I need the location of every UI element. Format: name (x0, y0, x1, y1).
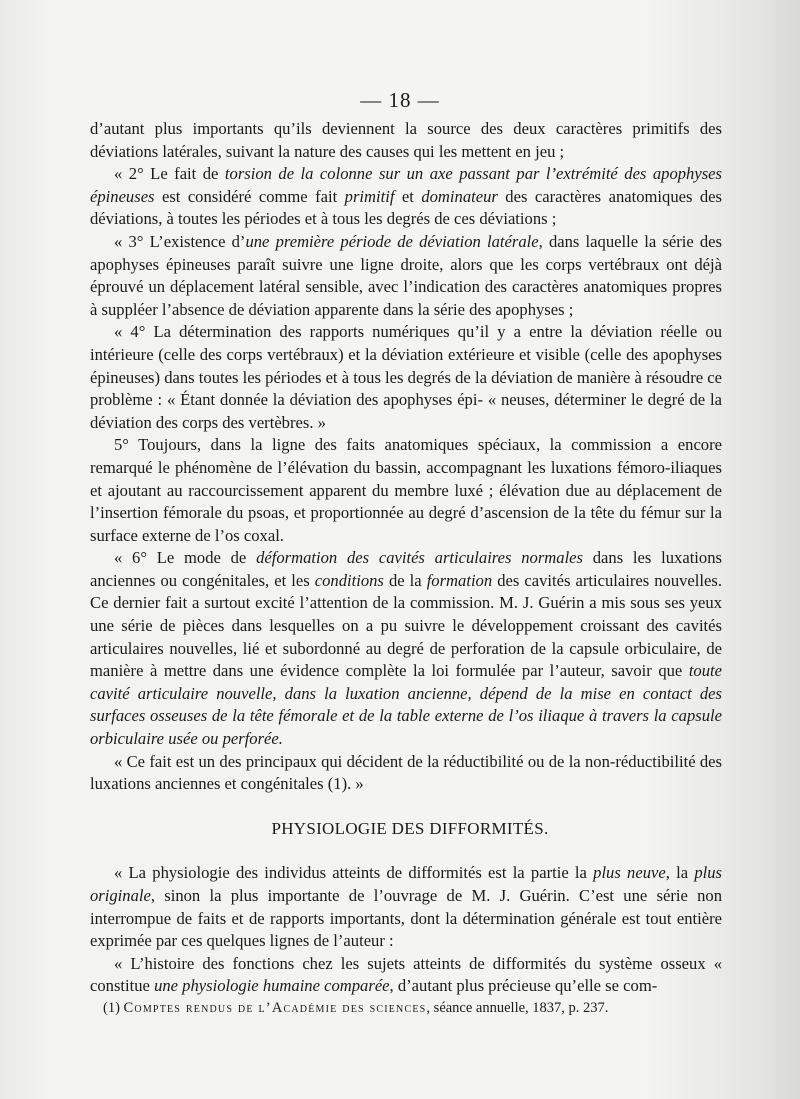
spacer (90, 796, 722, 818)
paragraph (90, 231, 722, 321)
text-run: des caractères anatomiques des déviations, à toutes les périodes et à tous les degrés de ces déviations ; (90, 186, 723, 229)
italic-text: plus originale (90, 863, 723, 905)
spacer (90, 840, 722, 862)
text-run: et (394, 186, 422, 206)
italic-text: plus neuve (593, 863, 666, 883)
paragraph (90, 862, 722, 952)
paragraph (90, 163, 722, 231)
italic-text: formation (426, 570, 493, 590)
footnote-source: Comptes rendus de l’Académie des sciences (123, 1000, 427, 1016)
italic-text: torsion de la colonne sur un axe passant par l’extrémité des apophyses épineuses (90, 164, 722, 206)
section-heading: PHYSIOLOGIE DES DIFFORMITÉS. (271, 818, 549, 838)
paragraph (90, 953, 722, 998)
paragraph: d’autant plus importants qu’ils deviennent la source des deux caractères primitifs des déviations latérales, suivant la nature des causes qui les mettent en jeu ; (90, 119, 722, 161)
paragraph: 5° Toujours, dans la ligne des faits anatomiques spéciaux, la commission a encore remarqué le phénomène de l’élévation du bassin, accompagnant les luxations fémoro-iliaques et ajoutant au raccourcissement apparent du membre luxé ; élévation due au déplacement de l’insertion fémorale du psoas, et proportionnée au degré d’ascension de la tête du fémur sur la surface externe de l’os coxal. (90, 435, 722, 545)
text-run: , sinon la plus importante de l’ouvrage de M. J. Guérin. C’est une série non interrompue de faits et de rapports importants, dont la détermination générale est tout entière exprimée par ces quelques lignes de l’auteur : (90, 886, 722, 951)
text-run: , la (665, 863, 695, 883)
paragraph: « 4° La détermination des rapports numériques qu’il y a entre la déviation réelle ou intérieure (celle des corps vertébraux) et la déviation extérieure et visible (celle des apophyses épineuses) dans toutes les périodes et à tous les degrés de la déviation de manière à résoudre ce problème : « Étant donnée la déviation des apophyses épi- « neuses, déterminer le degré de la déviation des corps des vertèbres. » (90, 322, 722, 432)
text-run: « L’histoire des fonctions chez les sujets atteints de difformités du système osseux « constitue (90, 953, 722, 996)
italic-text: toute cavité articulaire nouvelle, dans la luxation ancienne, dépend de la mise en contact des surfaces osseuses de la tête fémorale et de la table externe de l’os iliaque à travers la capsule orbiculaire usée ou perforée. (90, 661, 722, 749)
paragraph (90, 547, 722, 750)
text-run: « 2° Le fait de (114, 164, 225, 184)
italic-text: conditions (314, 570, 384, 590)
footnote (103, 998, 723, 1018)
footnote-marker: (1) (103, 1000, 124, 1016)
italic-text: une physiologie humaine comparée (154, 976, 390, 996)
text-run: dans les luxations anciennes ou congénitales, et les (90, 548, 722, 590)
text-run: « 6° Le mode de (114, 548, 257, 568)
footnote-text: , séance annuelle, 1837, p. 237. (426, 1000, 609, 1016)
page-number: — 18 — (360, 88, 440, 112)
italic-text: primitif (344, 186, 395, 206)
italic-text: une première période de déviation latérale (245, 231, 539, 251)
paragraph: « Ce fait est un des principaux qui décident de la réductibilité ou de la non-réductibilité des luxations anciennes et congénitales (1). » (90, 751, 722, 794)
text-run: , d’autant plus précieuse qu’elle se com- (389, 976, 658, 996)
text-run: « La physiologie des individus atteints de difformités est la partie la (114, 863, 594, 883)
text-run: de la (383, 570, 427, 590)
text-run: , dans laquelle la série des apophyses épineuses paraît suivre une ligne droite, alors que les corps vertébraux ont déjà éprouvé un déplacement latéral sensible, avec l’indication des caractères anatomiques propres à suppléer l’absence de déviation apparente dans la série des apophyses ; (90, 231, 722, 319)
text-run: « 3° L’existence d’ (114, 231, 246, 251)
italic-text: dominateur (421, 186, 498, 206)
italic-text: déformation des cavités articulaires normales (256, 548, 583, 568)
text-run: des cavités articulaires nouvelles. Ce dernier fait a surtout excité l’attention de la commission. M. J. Guérin a mis sous ses yeux une série de pièces dans lesquelles on a pu suivre le développement croissant des cavités articulaires nouvelles, lié et subordonné au degré de perforation de la capsule orbiculaire, de manière à mettre dans une évidence complète la loi formulée par l’auteur, savoir que (90, 570, 722, 681)
body-text (90, 118, 722, 998)
text-run: est considéré comme fait (154, 186, 345, 206)
